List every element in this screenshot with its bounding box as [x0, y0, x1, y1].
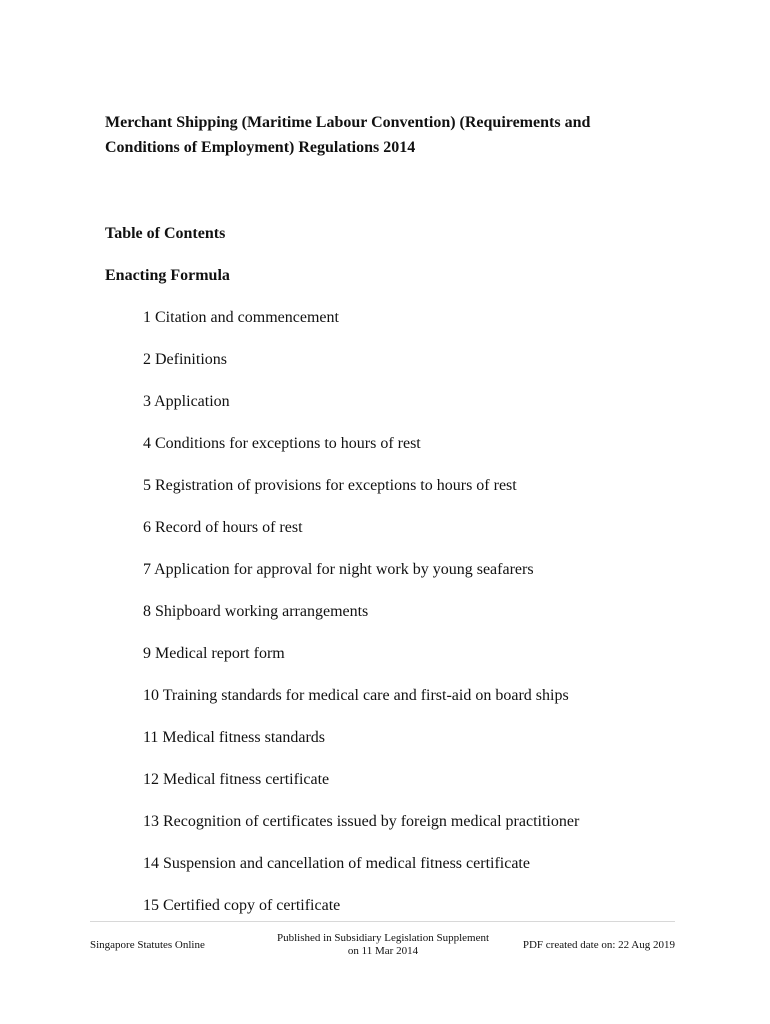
toc-list	[143, 308, 579, 938]
footer-publication	[270, 932, 496, 958]
footer-divider	[90, 921, 675, 922]
toc-item[interactable]: 5 Registration of provisions for exceptions to hours of rest	[143, 477, 517, 494]
toc-item[interactable]: 4 Conditions for exceptions to hours of rest	[143, 435, 421, 452]
toc-item[interactable]: 7 Application for approval for night work by young seafarers	[143, 561, 534, 578]
toc-item[interactable]: 6 Record of hours of rest	[143, 519, 303, 536]
footer-source: Singapore Statutes Online	[90, 939, 205, 951]
footer-publication-line2: on 11 Mar 2014	[347, 945, 419, 957]
footer-created-date: PDF created date on: 22 Aug 2019	[522, 939, 675, 951]
toc-item[interactable]: 11 Medical fitness standards	[143, 729, 326, 746]
toc-item[interactable]: 10 Training standards for medical care and first-aid on board ships	[143, 687, 569, 704]
toc-item[interactable]: 14 Suspension and cancellation of medical fitness certificate	[143, 855, 530, 872]
toc-item[interactable]: 1 Citation and commencement	[143, 309, 339, 326]
enacting-formula-link[interactable]: Enacting Formula	[105, 267, 230, 284]
toc-item[interactable]: 15 Certified copy of certificate	[143, 897, 341, 914]
toc-item[interactable]: 9 Medical report form	[143, 645, 285, 662]
toc-item[interactable]: 2 Definitions	[143, 351, 227, 368]
footer-publication-line1: Published in Subsidiary Legislation Supplement	[276, 932, 490, 944]
document-title: Merchant Shipping (Maritime Labour Convention) (Requirements and Conditions of Employment) Regulations 2014	[105, 114, 591, 156]
toc-item[interactable]: 13 Recognition of certificates issued by foreign medical practitioner	[143, 813, 580, 830]
toc-item[interactable]: 8 Shipboard working arrangements	[143, 603, 369, 620]
toc-item[interactable]: 3 Application	[143, 393, 230, 410]
toc-item[interactable]: 12 Medical fitness certificate	[143, 771, 330, 788]
toc-heading: Table of Contents	[105, 225, 226, 242]
